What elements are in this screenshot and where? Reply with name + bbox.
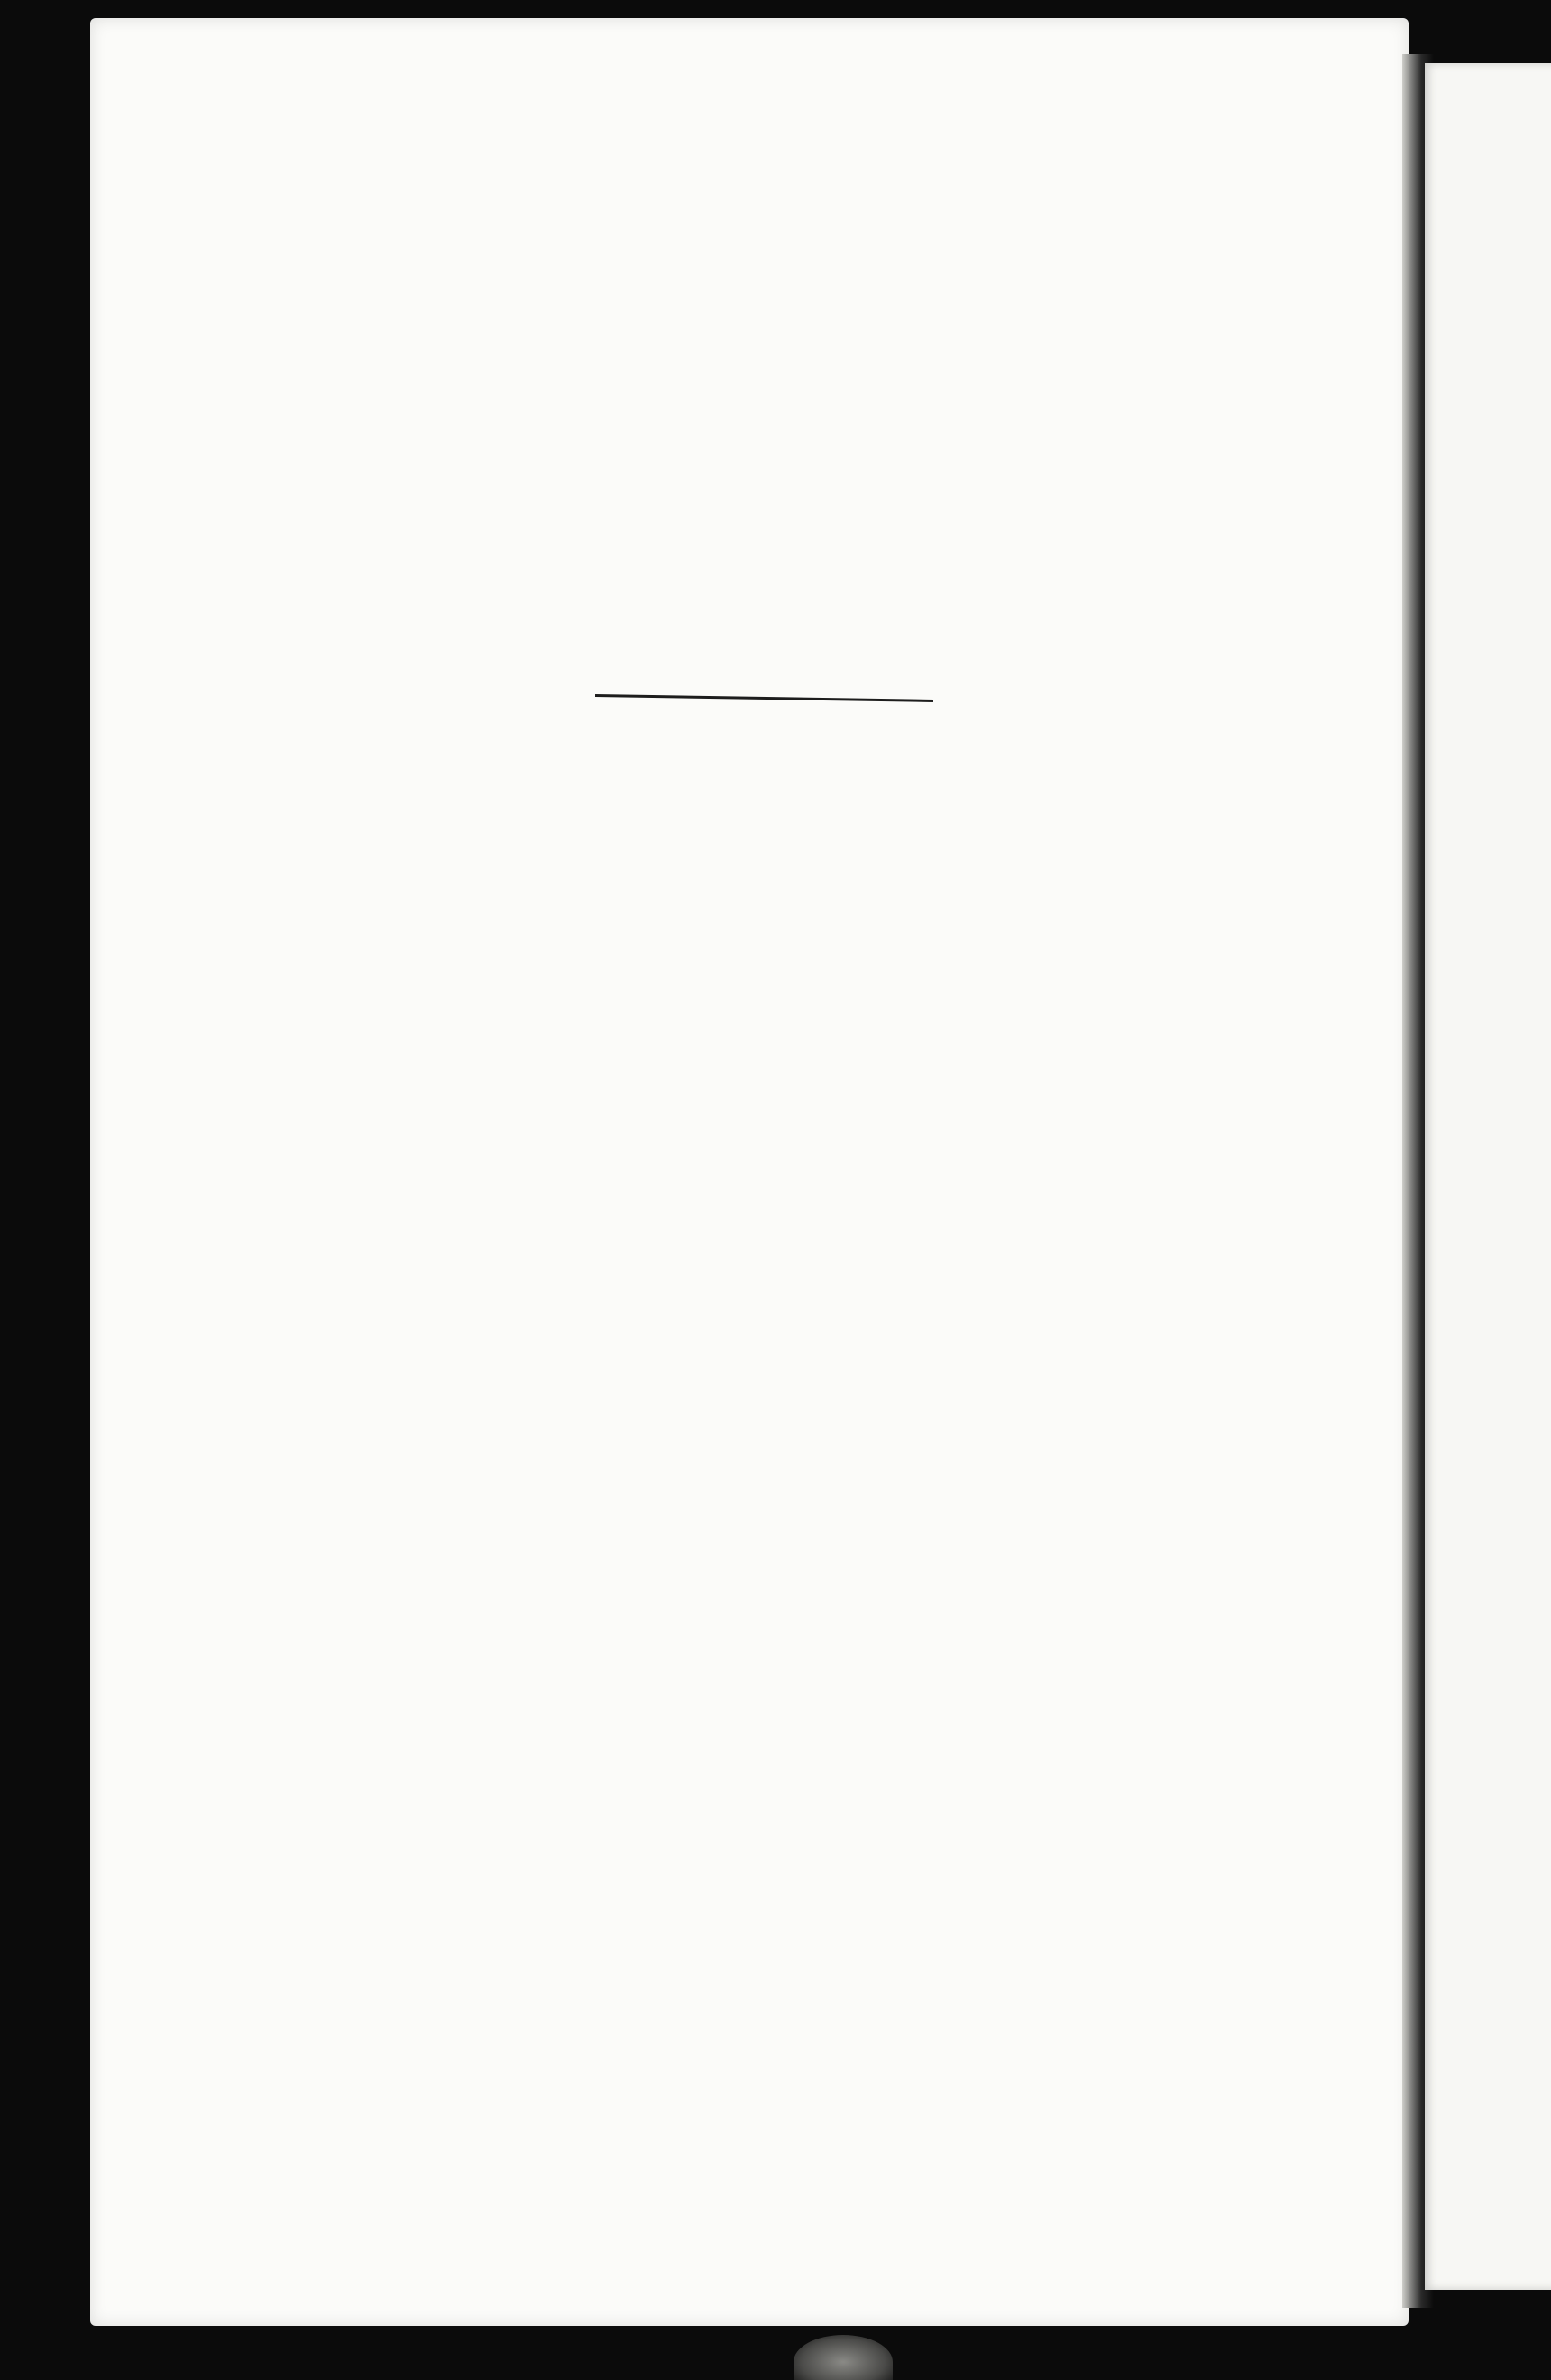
left-page <box>90 18 1409 2326</box>
scanner-thumb-shadow <box>794 2335 893 2380</box>
right-page <box>1425 63 1551 2290</box>
